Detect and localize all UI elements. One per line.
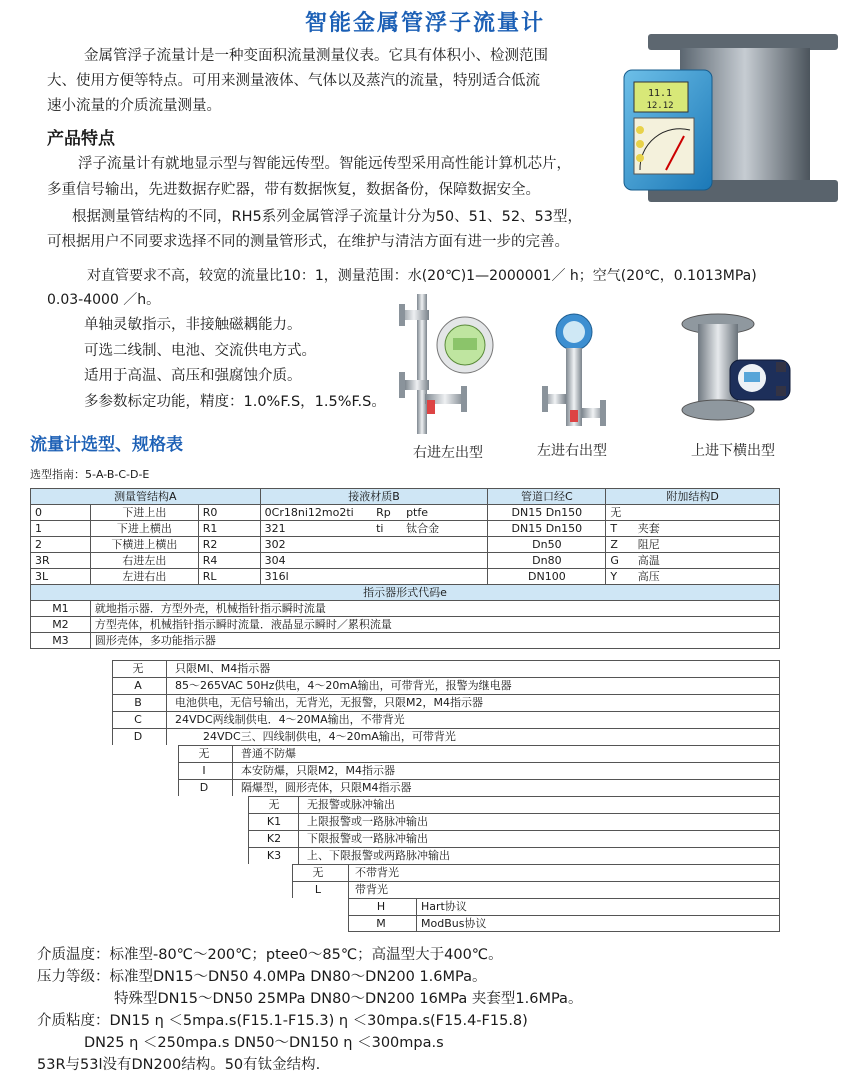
table-row: 3R 右进左出 R4 304 Dn80 G 高温	[31, 553, 780, 569]
list-item: C 24VDC两线制供电．4～20MA输出，不带背光	[112, 711, 780, 728]
caption-top-in-bottom-out: 上进下横出型	[691, 443, 775, 459]
list-item: K1 上限报警或一路脉冲输出	[248, 813, 780, 830]
header-structure-a: 测量管结构A	[31, 489, 261, 505]
note-viscosity-2: DN25 η ＜250mpa.s DN50～DN150 η ＜300mpa.s	[84, 1035, 444, 1051]
list-item: M ModBus协议	[348, 915, 780, 932]
selection-guide: 选型指南：5-A-B-C-D-E	[30, 468, 150, 481]
feature-bullet-4: 多参数标定功能，精度：1.0%F.S，1.5%F.S。	[84, 394, 386, 410]
header-material-b: 接液材质B	[260, 489, 488, 505]
features-heading: 产品特点	[47, 129, 115, 149]
header-extra-d: 附加结构D	[606, 489, 780, 505]
table-row: M1 就地指示器．方型外壳，机械指针指示瞬时流量	[31, 601, 780, 617]
features-p1-line1: 浮子流量计有就地显示型与智能远传型。智能远传型采用高性能计算机芯片，	[78, 156, 571, 172]
list-item: H Hart协议	[348, 898, 780, 915]
note-pressure-1: 压力等级：标准型DN15～DN50 4.0MPa DN80～DN200 1.6MPa。	[37, 969, 487, 985]
caption-right-in-left-out: 右进左出型	[413, 445, 483, 461]
feature-bullet-1: 单轴灵敏指示，非接触磁耦能力。	[84, 317, 302, 333]
header-pipe-c: 管道口经C	[488, 489, 606, 505]
display-value-1: 11.1	[647, 88, 673, 99]
list-item: D 24VDC三、四线制供电，4～20mA输出，可带背光	[112, 728, 780, 745]
table-row: M2 方型壳体，机械指针指示瞬时流量．液晶显示瞬时／累积流量	[31, 617, 780, 633]
flowmeter-right-in-left-out-image	[395, 290, 495, 440]
note-temperature: 介质温度：标准型-80℃～200℃；ptee0～85℃；高温型大于400℃。	[37, 947, 503, 963]
list-item: D 隔爆型，圆形壳体，只限M4指示器	[178, 779, 780, 796]
header-indicator-e: 指示器形式代码e	[31, 585, 780, 601]
feature-bullet-2: 可选二线制、电池、交流供电方式。	[84, 343, 316, 359]
list-item: A 85～265VAC 50Hz供电，4～20mA输出，可带背光，报警为继电器	[112, 677, 780, 694]
caption-left-in-right-out: 左进右出型	[537, 443, 607, 459]
intro-line-2: 大、使用方便等特点。可用来测量液体、气体以及蒸汽的流量，特别适合低流	[47, 73, 540, 89]
list-item: B 电池供电，无信号输出，无背光，无报警，只限M2，M4指示器	[112, 694, 780, 711]
page-title: 智能金属管浮子流量计	[304, 11, 545, 36]
display-value-2: 12.12	[646, 101, 674, 111]
list-item: 无 不带背光	[292, 864, 780, 881]
option-cascade	[30, 660, 780, 940]
flowmeter-left-in-right-out-image	[540, 312, 610, 432]
features-p3-line2: 0.03-4000 ／h。	[47, 292, 161, 308]
table-row: 0 下进上出 R0 0Cr18ni12mo2ti Rp ptfe DN15 Dn150 无	[31, 505, 780, 521]
features-p2-line1: 根据测量管结构的不同，RH5系列金属管浮子流量计分为50、51、52、53型，	[72, 209, 583, 225]
list-item: 无 只限MI、M4指示器	[112, 660, 780, 677]
note-pressure-2: 特殊型DN15～DN50 25MPa DN80～DN200 16MPa 夹套型1.6MPa。	[114, 991, 583, 1007]
features-p1-line2: 多重信号输出，先进数据存贮器，带有数据恢复，数据备份，保障数据安全。	[47, 182, 540, 198]
list-item: K2 下限报警或一路脉冲输出	[248, 830, 780, 847]
features-p3-line1: 对直管要求不高，较宽的流量比10：1，测量范围：水(20℃)1—2000001／ h；空气(20℃，0.1013MPa)	[87, 268, 757, 284]
feature-bullet-3: 适用于高温、高压和强腐蚀介质。	[84, 368, 302, 384]
selection-heading: 流量计选型、规格表	[30, 435, 183, 455]
intro-line-1: 金属管浮子流量计是一种变面积流量测量仪表。它具有体积小、检测范围	[84, 48, 548, 64]
intro-line-3: 速小流量的介质流量测量。	[47, 98, 221, 114]
table-row: 1 下进上横出 R1 321 ti 钛合金 DN15 Dn150 T 夹套	[31, 521, 780, 537]
list-item: K3 上、下限报警或两路脉冲输出	[248, 847, 780, 864]
table-row: M3 圆形壳体，多功能指示器	[31, 633, 780, 649]
table-row: 3L 左进右出 RL 316l DN100 Y 高压	[31, 569, 780, 585]
flowmeter-square-image	[620, 30, 842, 210]
spec-table	[30, 488, 780, 649]
list-item: 无 无报警或脉冲输出	[248, 796, 780, 813]
list-item: L 带背光	[292, 881, 780, 898]
features-p2-line2: 可根据用户不同要求选择不同的测量管形式，在维护与清洁方面有进一步的完善。	[47, 234, 569, 250]
list-item: I 本安防爆，只限M2，M4指示器	[178, 762, 780, 779]
note-viscosity-1: 介质粘度：DN15 η ＜5mpa.s(F15.1-F15.3) η ＜30mpa.s(F15.4-F15.8)	[37, 1013, 528, 1029]
table-row: 2 下横进上横出 R2 302 Dn50 Z 阻尼	[31, 537, 780, 553]
list-item: 无 普通不防爆	[178, 745, 780, 762]
flowmeter-top-in-bottom-out-image	[680, 312, 800, 424]
note-structure: 53R与53l没有DN200结构。50有钛金结构.	[37, 1057, 321, 1073]
